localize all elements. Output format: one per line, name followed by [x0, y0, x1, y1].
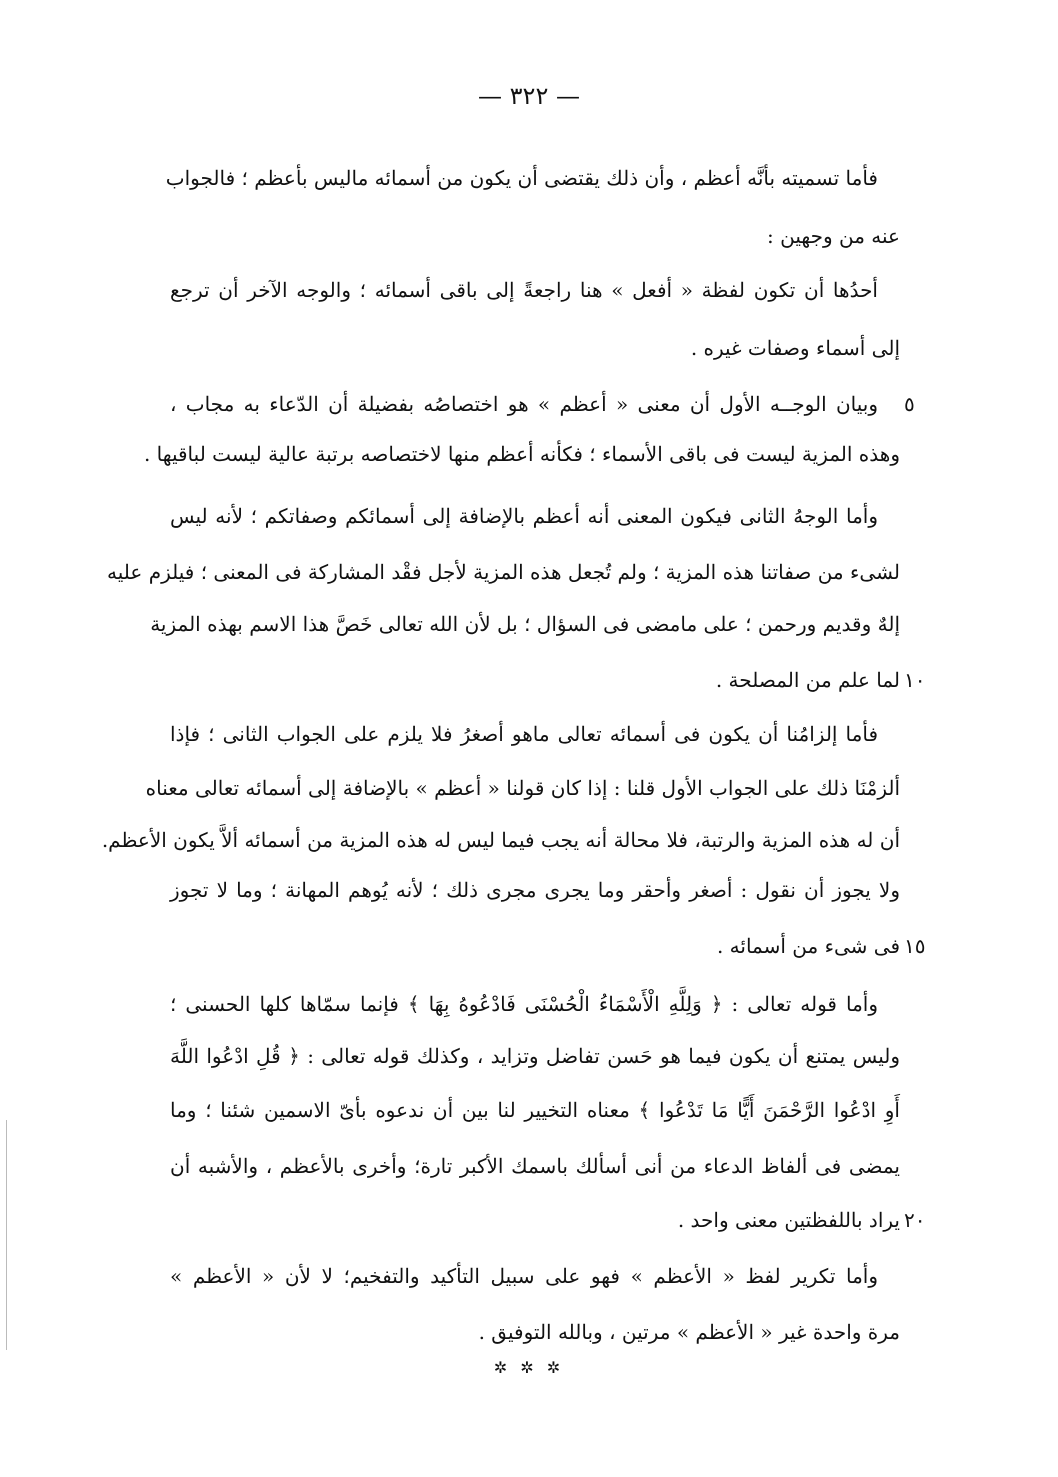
line-number: ١٠	[904, 668, 926, 692]
text-line: يمضى فى ألفاظ الدعاء من أنى أسألك باسمك الأكبر تارة؛ وأخرى بالأعظم ، والأشبه أن	[170, 1154, 900, 1178]
text-line: لما علم من المصلحة .	[715, 668, 900, 692]
line-number: ٥	[904, 392, 915, 416]
text-line: أَوِ ادْعُوا الرَّحْمَنَ أَيًّا مَا تَدْعُوا ﴾ معناه التخيير لنا بين أن ندعوه بأىّ الاسمين شئنا ؛ وما	[170, 1098, 900, 1122]
text-line: وبيان الوجــه الأول أن معنى « أعظم » هو اختصاصُه بفضيلة أن الدّعاء به مجاب ،	[170, 392, 878, 416]
text-line: إلى أسماء وصفات غيره .	[690, 336, 900, 360]
text-line: فأما تسميته بأنَّه أعظم ، وأن ذلك يقتضى أن يكون من أسمائه ماليس بأعظم ؛ فالجواب	[165, 166, 878, 190]
text-line: وأما تكرير لفظ « الأعظم » فهو على سبيل التأكيد والتفخيم؛ لا لأن « الأعظم »	[170, 1264, 878, 1288]
text-line: وأما الوجهُ الثانى فيكون المعنى أنه أعظم بالإضافة إلى أسمائكم وصفاتكم ؛ لأنه ليس	[170, 504, 878, 528]
text-line: وليس يمتنع أن يكون فيما هو حَسن تفاضل وتزايد ، وكذلك قوله تعالى : ﴿ قُلِ ادْعُوا اللَّهَ	[170, 1044, 900, 1068]
text-line: عنه من وجهين :	[767, 224, 900, 248]
text-line: مرة واحدة غير « الأعظم » مرتين ، وبالله التوفيق .	[478, 1320, 900, 1344]
text-line: أن له هذه المزية والرتبة، فلا محالة أنه يجب فيما ليس له هذه المزية من أسمائه ألاَّ يكون الأعظم.	[101, 828, 900, 852]
line-number: ٢٠	[904, 1208, 926, 1232]
text-line: ولا يجوز أن نقول : أصغر وأحقر وما يجرى مجرى ذلك ؛ لأنه يُوهم المهانة ؛ وما لا تجوز	[170, 878, 900, 902]
section-end-ornament: ✲ ✲ ✲	[493, 1358, 565, 1377]
text-line: فى شىء من أسمائه .	[716, 934, 900, 958]
text-line: لشىء من صفاتنا هذه المزية ؛ ولم تُجعل هذه المزية لأجل فقْد المشاركة فى المعنى ؛ فيلزم عليه	[107, 560, 900, 584]
page-number: — ٣٢٢ —	[478, 82, 580, 110]
text-line: فأما إلزامُنا أن يكون فى أسمائه تعالى ماهو أصغرُ فلا يلزم على الجواب الثانى ؛ فإذا	[170, 722, 878, 746]
text-line: يراد باللفظتين معنى واحد .	[677, 1208, 900, 1232]
text-line: أحدُها أن تكون لفظة « أفعل » هنا راجعةً إلى باقى أسمائه ؛ والوجه الآخر أن ترجع	[170, 278, 878, 302]
line-number: ١٥	[904, 934, 926, 958]
text-line: وأما قوله تعالى : ﴿ وَلِلَّهِ الْأَسْمَاءُ الْحُسْنَى فَادْعُوهُ بِهَا ﴾ فإنما سمّاها كلها الحسنى ؛	[170, 992, 878, 1016]
text-line: ألزمْنَا ذلك على الجواب الأول قلنا : إذا كان قولنا « أعظم » بالإضافة إلى أسمائه تعالى معناه	[145, 776, 900, 800]
text-line: وهذه المزية ليست فى باقى الأسماء ؛ فكأنه أعظم منها لاختصاصه برتبة عالية ليست لباقيها .	[143, 442, 900, 466]
text-line: إلهٌ وقديم ورحمن ؛ على مامضى فى السؤال ؛ بل لأن الله تعالى خَصَّ هذا الاسم بهذه المزية	[150, 612, 900, 636]
margin-edge-mark	[6, 1120, 7, 1350]
